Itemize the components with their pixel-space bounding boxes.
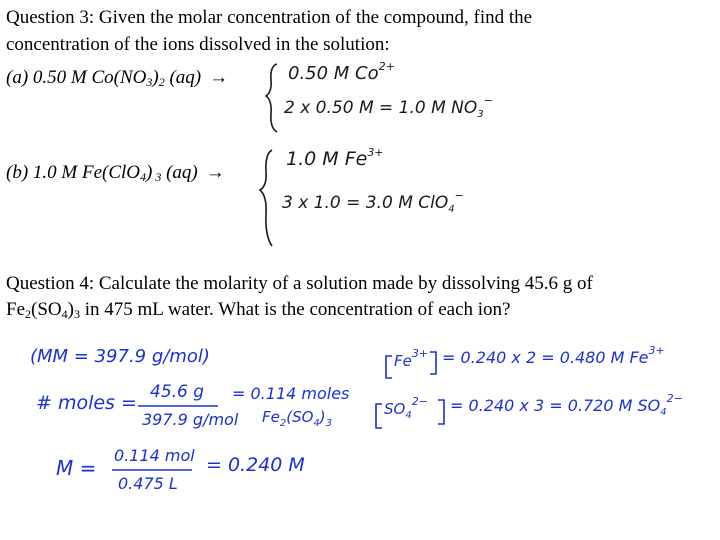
fe-bracket-left	[386, 356, 392, 378]
q3-title-line2: concentration of the ions dissolved in the solution:	[6, 34, 390, 55]
q4-so4-concentration-text: = 0.240 x 3 = 0.720 M SO	[450, 396, 661, 415]
q4-fe-concentration-text: = 0.240 x 2 = 0.480 M Fe	[442, 348, 649, 367]
q4-line2-fe: Fe	[6, 299, 25, 320]
q3-part-a-text: (a) 0.50 M Co(NO	[6, 67, 147, 88]
q3-work-b-line2-charge: −	[454, 189, 464, 202]
so4-bracket-left	[376, 404, 382, 428]
q3-part-b-sub2: 3	[152, 170, 162, 184]
q3-work-a-line2-charge: −	[483, 94, 493, 107]
q4-fe-concentration	[442, 344, 665, 367]
q4-line2-sub2: 4	[61, 307, 68, 321]
q4-moles-result: = 0.114 moles	[232, 384, 350, 403]
q3-work-b-line2	[282, 189, 464, 215]
right-arrow-icon: →	[205, 162, 225, 183]
bracket-a	[266, 64, 277, 132]
q3-part-b-paren: )	[146, 162, 153, 183]
q4-fe-ion-charge: 3+	[411, 347, 429, 360]
q3-part-a-paren: )	[152, 67, 159, 88]
q4-moles-formula-end: )	[319, 408, 326, 426]
q4-molar-mass: (MM = 397.9 g/mol)	[30, 346, 210, 367]
q4-moles-formula-sub1: 2	[279, 418, 287, 429]
q4-title-line1: Question 4: Calculate the molarity of a solution made by dissolving 45.6 g of	[6, 273, 593, 294]
q4-moles-formula	[262, 408, 333, 429]
q4-molarity-label: M =	[56, 456, 97, 480]
q4-moles-formula-sub3: 3	[325, 418, 333, 429]
q3-work-b-line1-text: 1.0 M Fe	[286, 148, 368, 170]
q4-moles-formula-so: (SO	[286, 408, 314, 426]
q4-so4-concentration-sub: 4	[660, 407, 667, 418]
q4-molarity-numerator: 0.114 mol	[114, 446, 195, 465]
q3-work-a-line2	[284, 94, 493, 120]
so4-bracket-right	[438, 400, 444, 424]
q4-molarity-result: = 0.240 M	[206, 454, 305, 476]
q3-part-a-sub1: 3	[146, 75, 153, 89]
q3-part-b-tail: (aq)	[161, 162, 198, 183]
fe-bracket-right	[430, 352, 436, 374]
q4-fe-ion-symbol: Fe	[394, 352, 412, 370]
q3-work-a-line1	[288, 60, 395, 84]
q4-so4-concentration-charge: 2−	[666, 392, 683, 405]
right-arrow-icon: →	[209, 67, 229, 88]
q3-work-b-line2-sub: 4	[448, 204, 455, 215]
q4-fe-concentration-charge: 3+	[648, 344, 665, 357]
q3-title-line1: Question 3: Given the molar concentration of the compound, find the	[6, 7, 533, 28]
q4-moles-numerator: 45.6 g	[150, 382, 205, 402]
q4-molarity-denominator: 0.475 L	[118, 474, 178, 493]
q3-work-a-line1-charge: 2+	[378, 60, 395, 73]
q4-moles-formula-sub2: 4	[313, 418, 320, 429]
q3-part-a	[6, 66, 228, 90]
q3-work-a-line2-text: 2 x 0.50 M = 1.0 M NO	[284, 98, 478, 118]
q4-line2-sub1: 2	[25, 307, 31, 321]
q4-so4-concentration	[450, 392, 683, 418]
q4-moles-formula-fe: Fe	[262, 408, 280, 426]
q3-part-b-sub1: 4	[140, 170, 147, 184]
q3-part-b	[6, 161, 225, 185]
q4-title-line2	[6, 298, 510, 322]
q4-line2-tail: in 475 mL water. What is the concentration of each ion?	[79, 299, 511, 320]
q4-so4-ion-charge: 2−	[411, 395, 428, 408]
q4-line2-paren: )	[67, 299, 74, 320]
q3-part-a-sub2: 2	[158, 75, 165, 89]
q4-so4-ion	[384, 395, 428, 421]
q3-work-a-line1-text: 0.50 M Co	[288, 63, 379, 84]
bracket-b	[260, 150, 272, 246]
q3-work-b-line1-charge: 3+	[367, 146, 384, 159]
q3-work-b-line2-text: 3 x 1.0 = 3.0 M ClO	[282, 193, 449, 213]
q3-part-b-text: (b) 1.0 M Fe(ClO	[6, 162, 141, 183]
q4-moles-denominator: 397.9 g/mol	[142, 410, 239, 429]
q4-moles-label: # moles =	[36, 392, 137, 414]
q4-so4-ion-sub: 4	[405, 410, 412, 421]
q4-fe-ion	[394, 347, 429, 370]
q4-so4-ion-symbol: SO	[384, 400, 406, 418]
q4-line2-sub3: 3	[73, 307, 80, 321]
q4-line2-so: (SO	[31, 299, 62, 320]
q3-work-a-line2-sub: 3	[477, 109, 484, 120]
q3-work-b-line1	[286, 148, 384, 170]
q3-part-a-tail: (aq)	[164, 67, 202, 88]
